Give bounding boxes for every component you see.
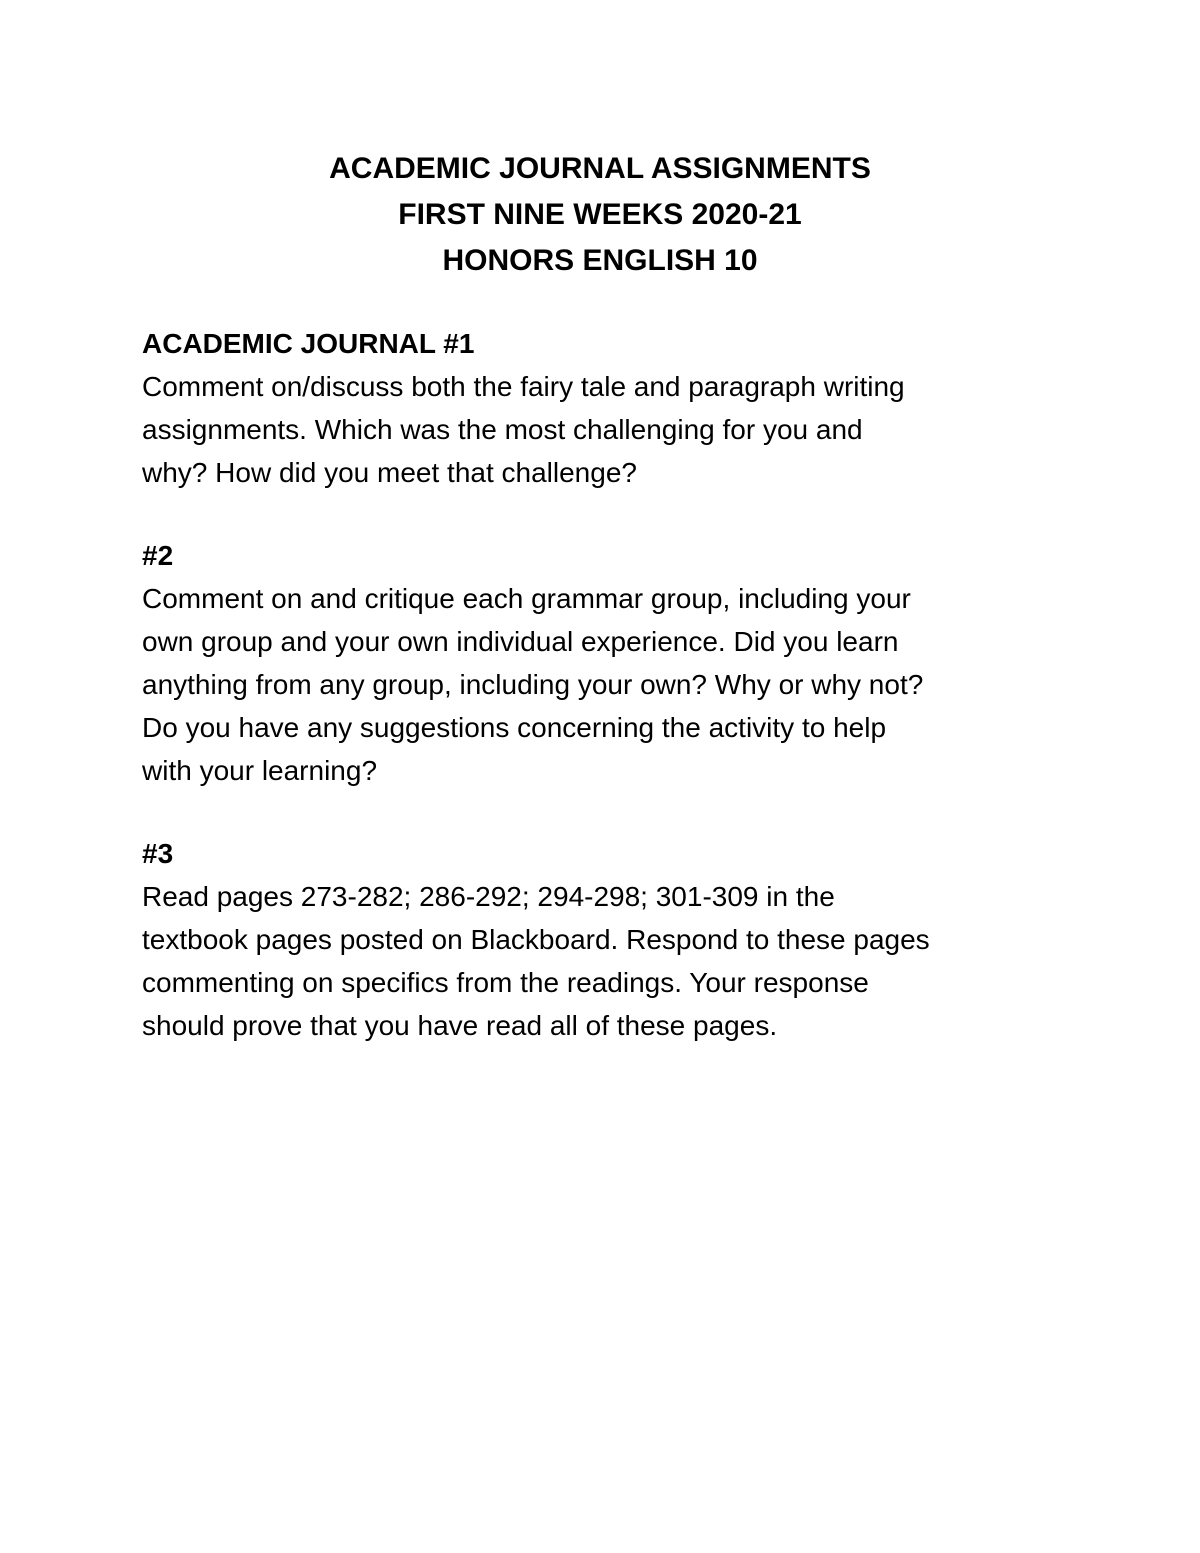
document-subtitle-course: HONORS ENGLISH 10: [442, 244, 758, 277]
section-text-line: should prove that you have read all of these pages.: [142, 1010, 778, 1041]
section-text-line: Comment on and critique each grammar group, including your: [142, 583, 911, 614]
section-text-line: textbook pages posted on Blackboard. Respond to these pages: [142, 924, 930, 955]
section-heading: ACADEMIC JOURNAL #1: [142, 328, 475, 359]
document-body: [142, 322, 1082, 1087]
section-text-line: assignments. Which was the most challenging for you and: [142, 414, 863, 445]
document-title-block: [0, 146, 1200, 284]
section-heading: #3: [142, 838, 174, 869]
section-text-line: Comment on/discuss both the fairy tale and paragraph writing: [142, 371, 905, 402]
section-text-line: own group and your own individual experience. Did you learn: [142, 626, 899, 657]
section-heading: #2: [142, 540, 174, 571]
section-text-line: why? How did you meet that challenge?: [142, 457, 637, 488]
section-text-line: anything from any group, including your own? Why or why not?: [142, 669, 924, 700]
journal-section-3: [142, 832, 1082, 1047]
document-title: ACADEMIC JOURNAL ASSIGNMENTS: [329, 152, 871, 185]
section-text-line: Do you have any suggestions concerning the activity to help: [142, 712, 887, 743]
journal-section-1: [142, 322, 1082, 494]
document-subtitle-term: FIRST NINE WEEKS 2020-21: [398, 198, 802, 231]
section-text-line: Read pages 273-282; 286-292; 294-298; 301-309 in the: [142, 881, 835, 912]
journal-section-2: [142, 534, 1082, 792]
section-text-line: commenting on specifics from the readings. Your response: [142, 967, 869, 998]
section-text-line: with your learning?: [142, 755, 378, 786]
